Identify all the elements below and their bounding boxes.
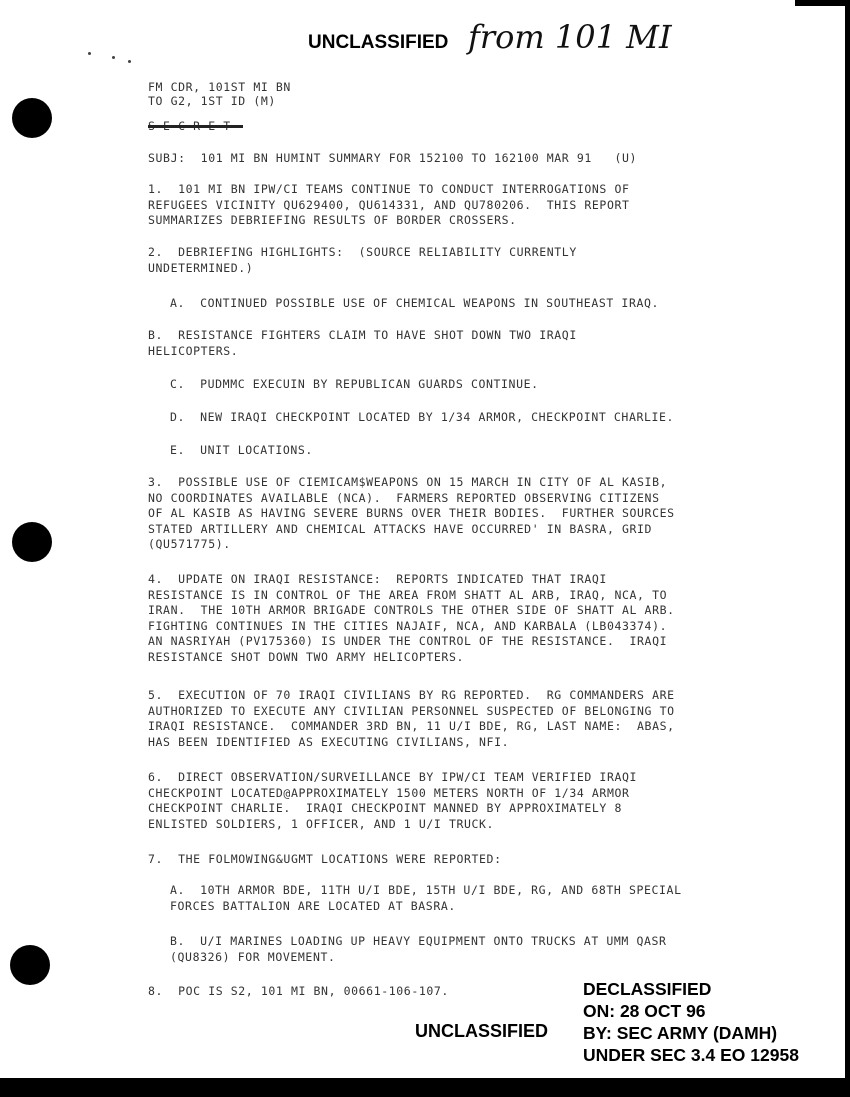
classification-bottom: UNCLASSIFIED	[415, 1021, 549, 1041]
paragraph-2: 2. DEBRIEFING HIGHLIGHTS: (SOURCE RELIABILITY CURRENTLY UNDETERMINED.)	[148, 245, 577, 275]
scan-speck	[128, 60, 131, 63]
paragraph-3: 3. POSSIBLE USE OF CIEMICAM$WEAPONS ON 15 MARCH IN CITY OF AL KASIB, NO COORDINATES AVAILABLE (NCA). FARMERS REPORTED OBSERVING CITIZENS OF AL KASIB AS HAVING SEVERE BURNS OVER THEIR BODIES. FURTHER SOURCES STATED ARTILLERY AND CHEMICAL ATTACKS HAVE OCCURRED' IN BASRA, GRID (QU571775).	[148, 475, 675, 551]
paragraph-6: 6. DIRECT OBSERVATION/SURVEILLANCE BY IPW/CI TEAM VERIFIED IRAQI CHECKPOINT LOCATED@APPROXIMATELY 1500 METERS NORTH OF 1/34 ARMOR CHECKPOINT CHARLIE. IRAQI CHECKPOINT MANNED BY APPROXIMATELY 8 ENLISTED SOLDIERS, 1 OFFICER, AND 1 U/I TRUCK.	[148, 770, 638, 831]
scan-edge-right	[845, 0, 850, 1097]
punch-hole-bottom	[10, 945, 50, 985]
declass-line-4: UNDER SEC 3.4 EO 12958	[583, 1045, 799, 1065]
paragraph-2a: A. CONTINUED POSSIBLE USE OF CHEMICAL WEAPONS IN SOUTHEAST IRAQ.	[170, 296, 660, 310]
declass-line-2: ON: 28 OCT 96	[583, 1001, 706, 1021]
paragraph-2d: D. NEW IRAQI CHECKPOINT LOCATED BY 1/34 ARMOR, CHECKPOINT CHARLIE.	[170, 410, 675, 424]
paragraph-7: 7. THE FOLMOWING&UGMT LOCATIONS WERE REPORTED:	[148, 852, 502, 866]
scan-speck	[112, 56, 115, 59]
paragraph-7b: B. U/I MARINES LOADING UP HEAVY EQUIPMENT ONTO TRUCKS AT UMM QASR (QU8326) FOR MOVEMENT.	[170, 934, 667, 964]
paragraph-2b: B. RESISTANCE FIGHTERS CLAIM TO HAVE SHOT DOWN TWO IRAQI HELICOPTERS.	[148, 328, 577, 358]
paragraph-8: 8. POC IS S2, 101 MI BN, 00661-106-107.	[148, 984, 449, 998]
declass-line-3: BY: SEC ARMY (DAMH)	[583, 1023, 778, 1043]
classification-top: UNCLASSIFIED	[308, 32, 449, 53]
handwritten-note: from 101 MI	[468, 18, 672, 56]
routing-from: FM CDR, 101ST MI BN	[148, 80, 291, 94]
punch-hole-middle	[12, 522, 52, 562]
declass-line-1: DECLASSIFIED	[583, 979, 712, 999]
strikethrough-line	[148, 125, 243, 128]
scan-edge-bottom	[0, 1078, 850, 1097]
paragraph-7a: A. 10TH ARMOR BDE, 11TH U/I BDE, 15TH U/I BDE, RG, AND 68TH SPECIAL FORCES BATTALION ARE LOCATED AT BASRA.	[170, 883, 682, 913]
paragraph-1: 1. 101 MI BN IPW/CI TEAMS CONTINUE TO CONDUCT INTERROGATIONS OF REFUGEES VICINITY QU629400, QU614331, AND QU780206. THIS REPORT SUMMARIZES DEBRIEFING RESULTS OF BORDER CROSSERS.	[148, 182, 630, 227]
paragraph-5: 5. EXECUTION OF 70 IRAQI CIVILIANS BY RG REPORTED. RG COMMANDERS ARE AUTHORIZED TO EXECUTE ANY CIVILIAN PERSONNEL SUSPECTED OF BELONGING TO IRAQI RESISTANCE. COMMANDER 3RD BN, 11 U/I BDE, RG, LAST NAME: ABAS, HAS BEEN IDENTIFIED AS EXECUTING CIVILIANS, NFI.	[148, 688, 675, 749]
scan-edge-top	[795, 0, 850, 6]
paragraph-2c: C. PUDMMC EXECUIN BY REPUBLICAN GUARDS CONTINUE.	[170, 377, 539, 391]
declassification-stamp	[583, 978, 799, 1066]
scan-speck	[88, 52, 91, 55]
subject-line: SUBJ: 101 MI BN HUMINT SUMMARY FOR 152100 TO 162100 MAR 91 (U)	[148, 151, 638, 165]
paragraph-4: 4. UPDATE ON IRAQI RESISTANCE: REPORTS INDICATED THAT IRAQI RESISTANCE IS IN CONTROL OF THE AREA FROM SHATT AL ARB, IRAQ, NCA, TO IRAN. THE 10TH ARMOR BRIGADE CONTROLS THE OTHER SIDE OF SHATT AL ARB. FIGHTING CONTINUES IN THE CITIES NAJAIF, NCA, AND KARBALA (LB043374). AN NASRIYAH (PV175360) IS UNDER THE CONTROL OF THE RESISTANCE. IRAQI RESISTANCE SHOT DOWN TWO ARMY HELICOPTERS.	[148, 572, 675, 664]
punch-hole-top	[12, 98, 52, 138]
routing-to: TO G2, 1ST ID (M)	[148, 94, 276, 108]
paragraph-2e: E. UNIT LOCATIONS.	[170, 443, 313, 457]
